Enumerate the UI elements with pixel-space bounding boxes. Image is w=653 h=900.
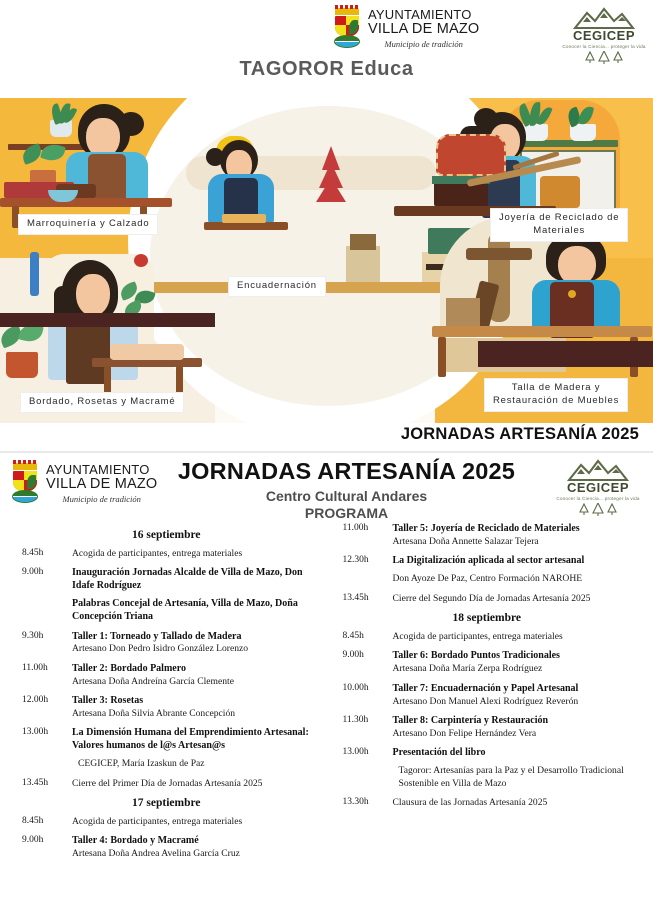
program-cegicep-tagline: Conocer la Ciencia... proteger la vida: [556, 496, 640, 501]
program-entry-time: 13.45h: [22, 777, 49, 788]
program-entry-description: [72, 695, 321, 720]
program-entry-time: 11.30h: [342, 715, 369, 725]
program-column-right: [327, 523, 648, 868]
program-entry-row: [12, 695, 321, 720]
program-entry-time: 11.00h: [22, 662, 48, 673]
program-ayuntamiento-line2: VILLA DE MAZO: [46, 476, 158, 493]
program-entry-row: [333, 631, 642, 643]
program-entry-title: Inauguración Jornadas Alcalde de Villa de Mazo, Don Idafe Rodríguez: [72, 567, 303, 592]
program-entry-description: [72, 567, 321, 623]
program-entry-row: [12, 567, 321, 623]
program-entry-time: 10.00h: [342, 682, 369, 693]
program-entry-time: 8.45h: [342, 631, 364, 641]
program-entry-note: Cierre del Primer Día de Jornadas Artesanía 2025: [72, 777, 263, 789]
illustration-label-jewelry-line1: Joyería de Reciclado de: [499, 212, 620, 223]
program-entry-title: Taller 5: Joyería de Reciclado de Materiales: [392, 523, 580, 534]
label-band-leather: [0, 313, 215, 327]
program-title: JORNADAS ARTESANÍA 2025: [177, 458, 516, 484]
illustration-label-embroidery: Bordado, Rosetas y Macramé: [20, 392, 184, 413]
program-entry-title: Taller 8: Carpintería y Restauración: [392, 715, 549, 726]
program-day-heading: 17 septiembre: [132, 796, 201, 809]
program-entry-row: [12, 548, 321, 560]
program-titles: [150, 459, 543, 521]
poster-footer: [0, 423, 653, 451]
illustration-label-jewelry-line2: Materiales: [533, 224, 586, 236]
program-sheet: [0, 453, 653, 900]
program-cegicep-name: CEGICEP: [566, 480, 629, 495]
program-entry-note: Artesana Doña María Zerpa Rodríguez: [392, 663, 543, 675]
program-entry-title: La Dimensión Humana del Emprendimiento Artesanal: Valores humanos de l@s Artesan@s: [72, 727, 309, 752]
program-entry-row: [333, 555, 642, 585]
program-entry-note: Cierre del Segundo Día de Jornadas Artesanía 2025: [392, 592, 591, 604]
program-entry-description: [72, 778, 321, 790]
program-subtitle: Centro Cultural Andares: [265, 487, 428, 504]
tagoror-educa-title: TAGOROR Educa: [239, 58, 414, 80]
program-entry-title: Taller 6: Bordado Puntos Tradicionales: [392, 650, 560, 662]
program-entry-note: Artesano Don Felipe Hernández Vera: [392, 727, 537, 739]
program-entry-note: Artesana Doña Andreína García Clemente: [72, 675, 234, 687]
program-entry-row: [12, 663, 321, 688]
program-entry-note: Acogida de participantes, entrega materiales: [72, 548, 243, 559]
program-columns: [0, 523, 653, 868]
illustration-label-jewelry: [490, 208, 628, 242]
program-entry-row: [12, 816, 321, 828]
program-ayuntamiento-text: [46, 463, 157, 504]
program-entry-description: [72, 663, 321, 688]
illustration-label-woodcarving: [484, 378, 628, 412]
program-entry-row: [12, 727, 321, 770]
program-entry-note: Artesana Doña Andrea Avelina García Cruz: [72, 848, 240, 860]
program-entry-note: Tagoror: Artesanías para la Paz y el Desarrollo Tradicional Sostenible en Villa de Mazo: [398, 765, 624, 789]
ayuntamiento-line2: VILLA DE MAZO: [368, 21, 480, 38]
program-entry-row: [12, 835, 321, 860]
program-entry-description: [393, 715, 642, 740]
program-entry-row: [12, 631, 321, 656]
program-entry-title: Taller 3: Rosetas: [72, 695, 144, 707]
program-ayuntamiento-line1: AYUNTAMIENTO: [46, 462, 150, 477]
craft-illustration: [0, 98, 653, 423]
program-entry-row: [333, 683, 642, 708]
cegicep-tagline: Conocer la Ciencia... proteger la vida: [562, 44, 646, 49]
program-entry-time: 9.00h: [22, 835, 44, 846]
program-day-heading: 16 septiembre: [132, 529, 201, 541]
cegicep-name: CEGICEP: [572, 28, 635, 43]
program-entry-time: 9.30h: [22, 630, 44, 641]
illustration-label-bookbinding: Encuadernación: [228, 276, 326, 297]
program-entry-title: Taller 1: Torneado y Tallado de Madera: [72, 630, 242, 642]
program-entry-row: [333, 523, 642, 548]
program-entry-time: 8.45h: [22, 548, 44, 558]
program-entry-note: Artesano Don Manuel Alexi Rodríguez Reverón: [392, 695, 579, 707]
program-entry-description: [393, 650, 642, 675]
program-entry-row: [333, 650, 642, 675]
illustration-label-woodcarving-line2: Restauración de Muebles: [493, 394, 620, 406]
mountains-icon: [567, 459, 629, 481]
program-entry-title: Taller 7: Encuadernación y Papel Artesanal: [392, 682, 579, 694]
program-entry-description: [72, 816, 321, 828]
program-entry-time: 9.00h: [22, 567, 44, 578]
program-entry-note: Clausura de las Jornadas Artesanía 2025: [392, 797, 548, 808]
poster-footer-title: JORNADAS ARTESANÍA 2025: [400, 425, 639, 443]
program-entry-description: [393, 631, 642, 643]
program-entry-row: [12, 778, 321, 790]
label-band-woodcarving: [478, 341, 653, 367]
program-entry-description: [393, 555, 642, 585]
tree-ornament-icon: [314, 144, 348, 206]
program-entry-note: CEGICEP, María Izaskun de Paz: [78, 758, 205, 770]
program-cegicep-logo: [556, 459, 640, 521]
program-entry-row: [333, 715, 642, 740]
program-entry-title: La Digitalización aplicada al sector artesanal: [392, 555, 585, 567]
program-entry-time: 13.00h: [22, 727, 49, 738]
program-entry-description: [393, 797, 642, 809]
program-entry-note: Don Ayoze De Paz, Centro Formación NAROHE: [392, 573, 583, 585]
ayuntamiento-logo-text: [368, 8, 479, 49]
program-entry-title: Taller 4: Bordado y Macramé: [72, 835, 199, 847]
program-entry-description: [72, 727, 321, 770]
program-entry-note: Acogida de participantes, entrega materiales: [72, 815, 243, 827]
program-entry-note: Artesano Don Pedro Isidro González Lorenzo: [72, 643, 249, 655]
program-day-heading: 18 septiembre: [452, 612, 521, 624]
program-entry-time: 13.45h: [342, 592, 369, 603]
illustration-label-woodcarving-line1: Talla de Madera y: [511, 382, 601, 393]
program-ayuntamiento-logo: [10, 463, 157, 504]
coat-of-arms-icon: [10, 463, 40, 503]
program-section-label: PROGRAMA: [304, 504, 389, 521]
program-header: [0, 453, 653, 523]
program-entry-note: Artesana Doña Annette Salazar Tejera: [392, 535, 539, 547]
program-entry-description: [72, 631, 321, 656]
program-entry-row: [333, 797, 642, 809]
program-entry-row: [333, 593, 642, 605]
program-entry-time: 12.00h: [22, 695, 49, 706]
program-entry-time: 9.00h: [342, 650, 364, 661]
program-entry-time: 11.00h: [342, 523, 369, 533]
trees-icon: [575, 503, 621, 516]
program-entry-note: Artesana Doña Silvia Abrante Concepción: [72, 707, 236, 719]
ayuntamiento-villa-de-mazo-logo: [332, 8, 479, 49]
ayuntamiento-line1: AYUNTAMIENTO: [368, 7, 472, 22]
program-entry-description: [393, 523, 642, 548]
program-entry-time: 13.00h: [342, 747, 369, 758]
program-entry-description: [72, 835, 321, 860]
program-entry-time: 8.45h: [22, 815, 44, 826]
program-entry-title: Presentación del libro: [392, 747, 486, 759]
program-entry-time: 13.30h: [342, 797, 369, 807]
program-entry-title: Taller 2: Bordado Palmero: [72, 662, 186, 674]
program-entry-description: [72, 548, 321, 560]
program-entry-time: 12.30h: [342, 555, 369, 566]
program-entry-description: [393, 683, 642, 708]
program-entry-title: Palabras Concejal de Artesanía, Villa de Mazo, Doña Concepción Triana: [72, 598, 298, 622]
program-ayuntamiento-tagline: Municipio de tradición: [62, 493, 141, 504]
program-entry-row: [333, 747, 642, 790]
program-entry-description: [393, 747, 642, 790]
poster-header: [0, 0, 653, 98]
program-entry-note: Acogida de participantes, entrega materiales: [392, 631, 563, 642]
program-entry-description: [393, 593, 642, 605]
ayuntamiento-tagline: Municipio de tradición: [384, 38, 463, 49]
mountains-icon: [573, 7, 635, 29]
illustration-label-leather: Marroquinería y Calzado: [18, 214, 158, 235]
program-column-left: [6, 523, 327, 868]
coat-of-arms-icon: [332, 8, 362, 48]
